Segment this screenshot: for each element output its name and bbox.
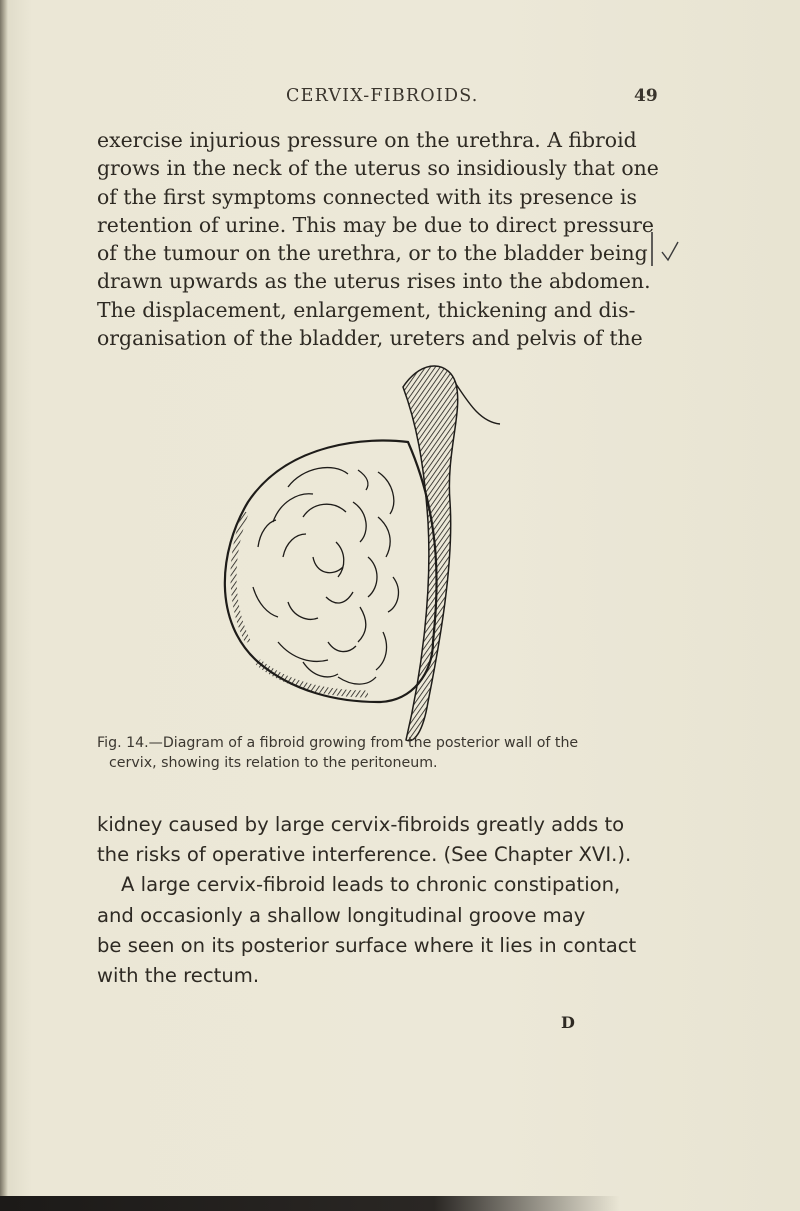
text-line: exercise injurious pressure on the urethra. A fibroid — [97, 128, 637, 152]
text-line: kidney caused by large cervix-fibroids greatly adds to — [97, 813, 625, 836]
page-number: 49 — [634, 86, 658, 106]
hatched-uterine-wall — [403, 366, 458, 741]
text-line: of the first symptoms connected with its presence is — [97, 184, 637, 209]
text-line: be seen on its posterior surface where it lies in contact — [97, 933, 637, 957]
text-line: grows in the neck of the uterus so insidiously that one — [97, 156, 659, 181]
body-paragraph-1 — [97, 126, 659, 352]
pencil-check-mark-icon — [646, 210, 686, 270]
text-line: The displacement, enlargement, thickening and dis- — [97, 297, 636, 322]
text-line: the risks of operative interference. (See Chapter XVI.). — [97, 843, 632, 867]
text-line: drawn upwards as the uterus rises into the abdomen. — [97, 269, 651, 294]
fibroid-diagram — [218, 342, 508, 752]
caption-line: cervix, showing its relation to the peritoneum. — [109, 755, 438, 771]
text-line: A large cervix-fibroid leads to chronic constipation, — [121, 873, 621, 897]
fibroid-whorls — [253, 468, 398, 685]
figure-caption — [97, 733, 637, 773]
caption-line: Fig. 14.—Diagram of a fibroid growing from the posterior wall of the — [97, 735, 579, 751]
text-line: and occasionly a shallow longitudinal groove may — [97, 903, 586, 927]
book-gutter-shadow — [0, 0, 8, 1211]
scan-edge-shadow — [0, 1196, 620, 1211]
printer-signature-mark: D — [561, 1013, 575, 1032]
running-header-title: CERVIX-FIBROIDS. — [286, 86, 479, 106]
text-line: retention of urine. This may be due to direct pressure — [97, 212, 654, 237]
text-line: organisation of the bladder, ureters and pelvis of the — [97, 326, 643, 351]
text-line: of the tumour on the urethra, or to the bladder being — [97, 241, 648, 266]
fibroid-outline — [225, 441, 437, 702]
text-line: with the rectum. — [97, 964, 260, 988]
body-paragraph-2 — [97, 810, 637, 991]
